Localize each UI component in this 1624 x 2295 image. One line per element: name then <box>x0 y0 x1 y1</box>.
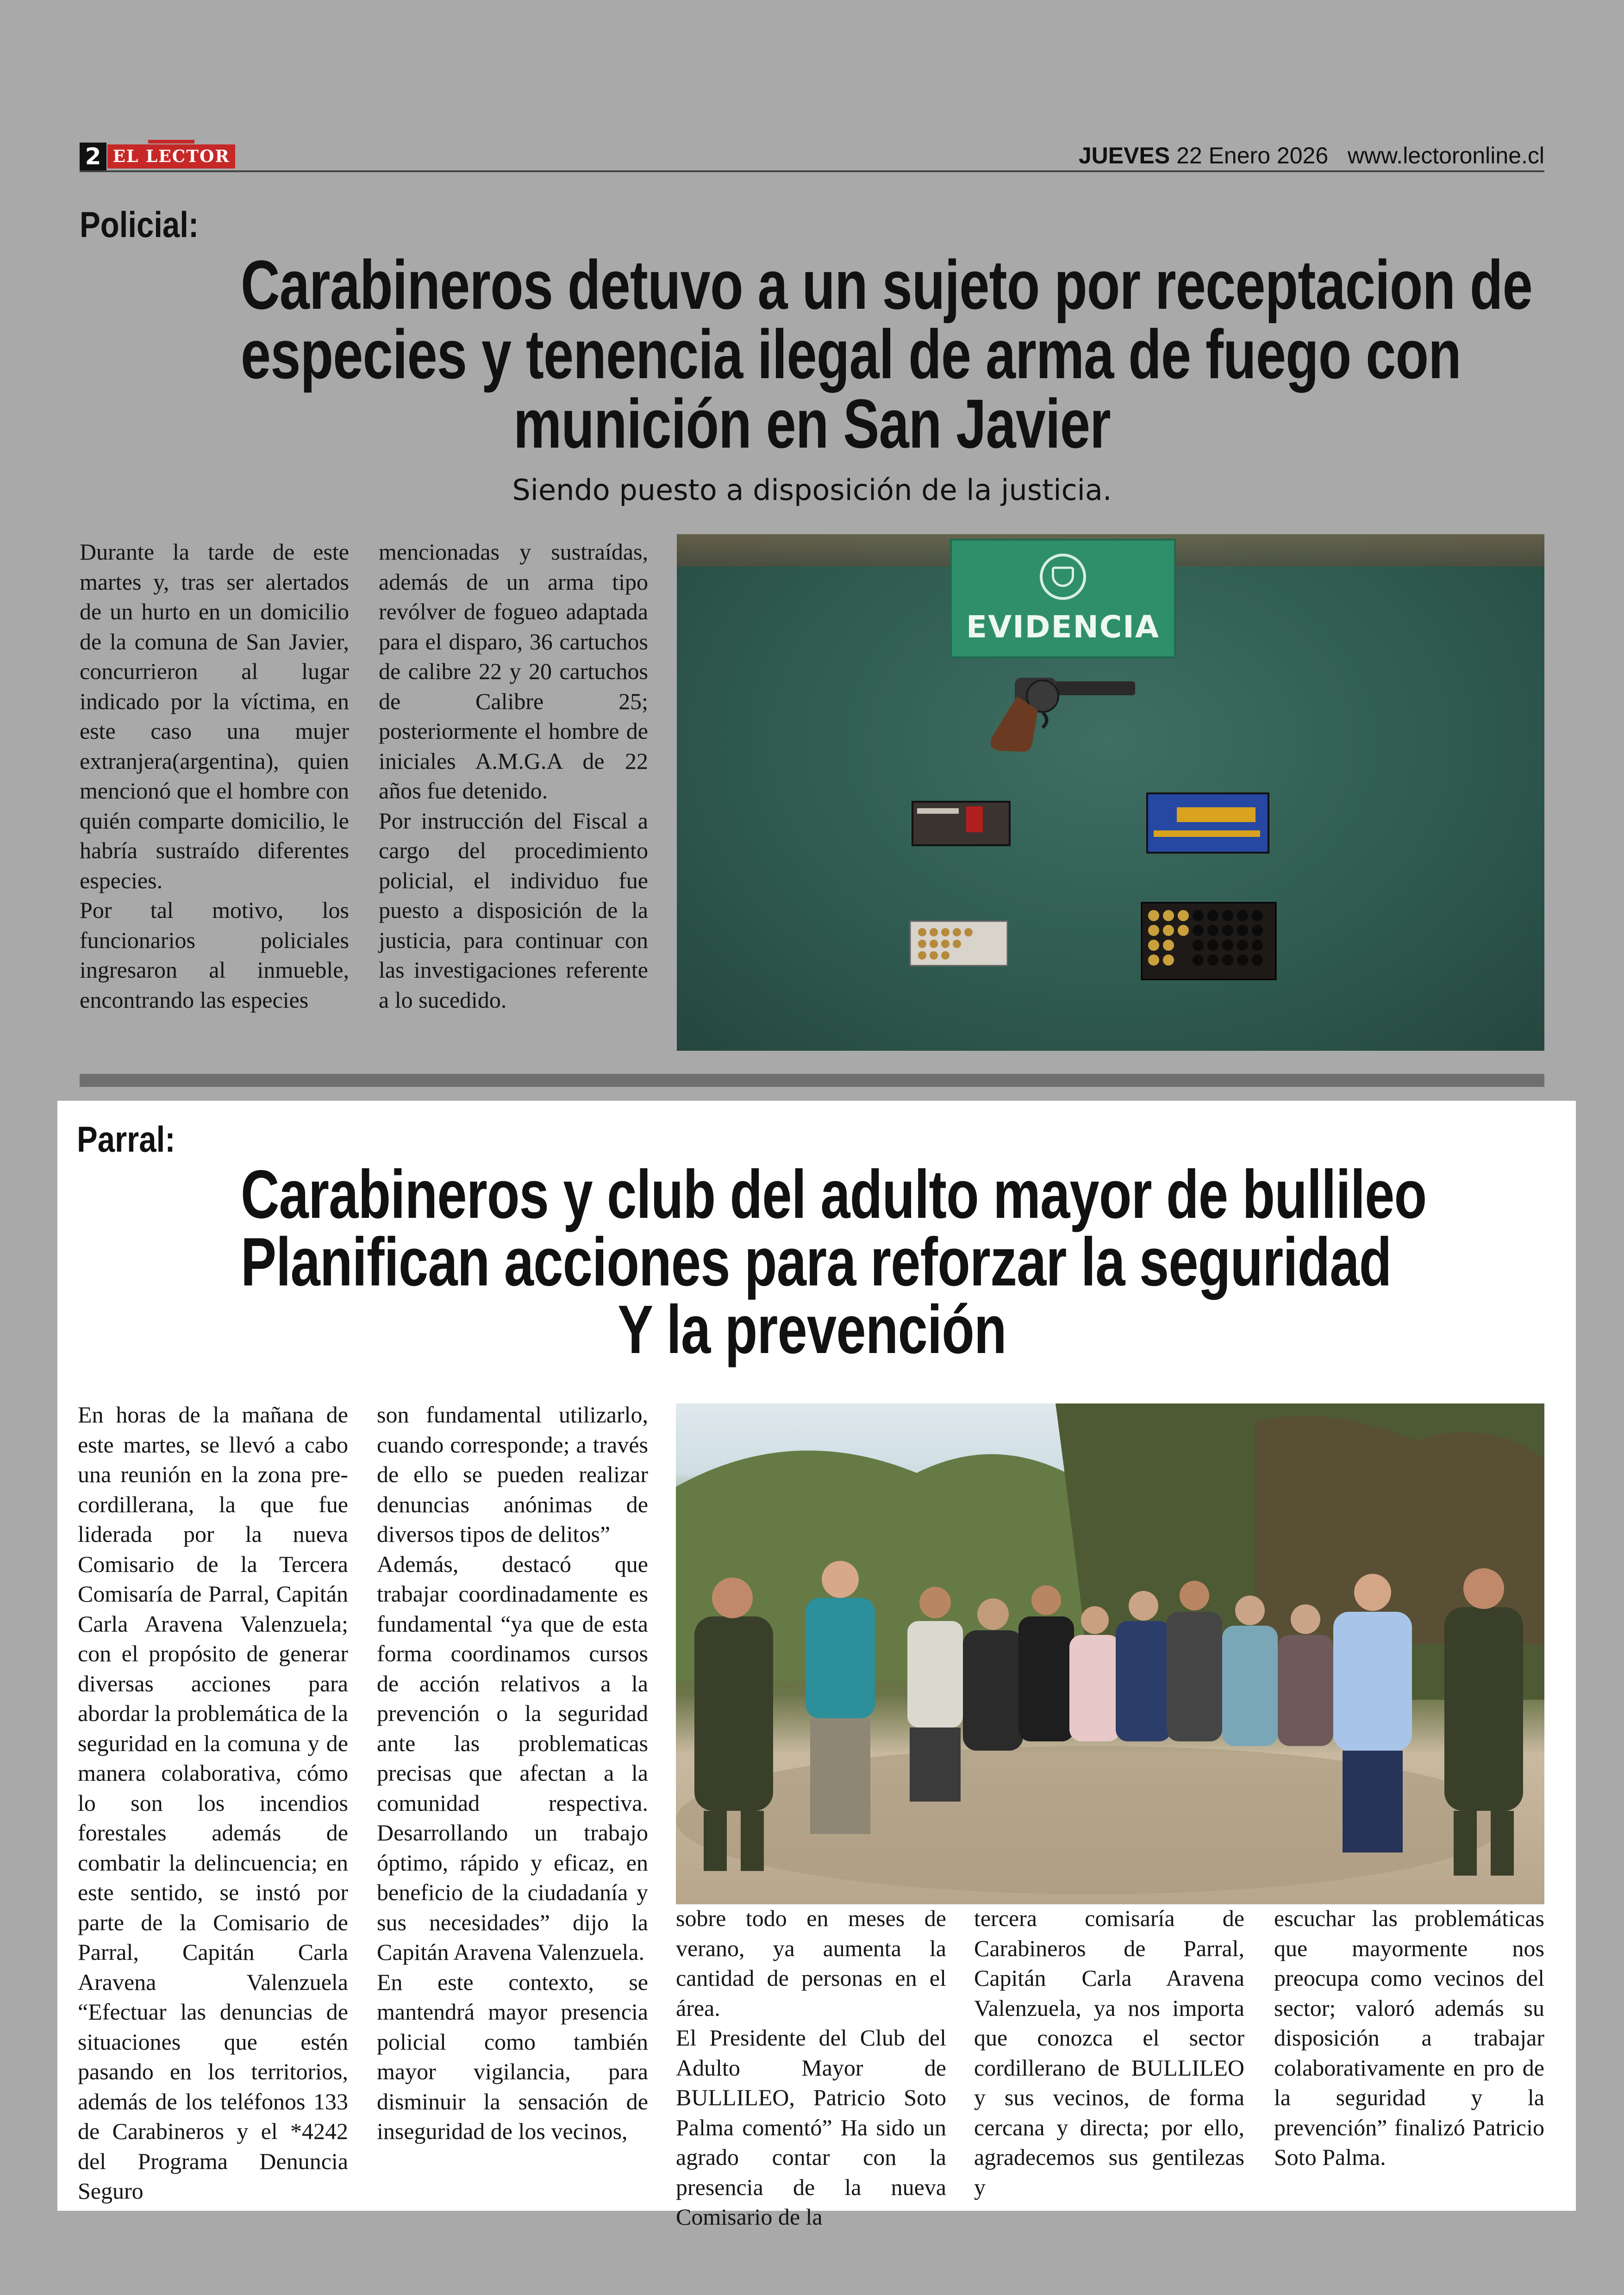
article1-col2-paragraph: Por instrucción del Fiscal a cargo del procedimiento policial, el individuo fue puesto a disposición de la justicia, para continuar con las investigaciones referente a lo sucedido. <box>379 807 648 1013</box>
header-rule <box>80 170 1544 172</box>
article2-col3-paragraph: El Presidente del Club del Adulto Mayor de BULLILEO, Patricio Soto Palma comentó” Ha sido un agrado contar con la presencia de la nueva Comisario de la <box>676 2025 946 2230</box>
dateline-day: JUEVES <box>1078 143 1170 168</box>
article2-column-5 <box>1274 1903 1544 2172</box>
article2-headline-line-2: Planifican acciones para reforzar la seguridad <box>241 1224 1392 1300</box>
section-tag-policial: Policial: <box>80 204 199 245</box>
article2-headline-line-1: Carabineros y club del adulto mayor de bullileo <box>241 1156 1427 1233</box>
article2-column-3 <box>676 1903 946 2232</box>
evidence-sign-text: EVIDENCIA <box>966 609 1160 645</box>
group-photo <box>676 1403 1544 1904</box>
website-link[interactable]: www.lectoronline.cl <box>1347 143 1544 168</box>
article1-column-1 <box>80 537 349 1015</box>
article2-col2-paragraph: En este contexto, se mantendrá mayor presencia policial como también mayor vigilancia, para disminuir la sensación de inseguridad de los vecinos, <box>377 1969 648 2144</box>
article2-column-2 <box>377 1400 648 2146</box>
article2-column-1 <box>78 1400 348 2206</box>
section-divider <box>80 1074 1544 1087</box>
carabineros-emblem-icon <box>1040 554 1086 600</box>
article1-col1-paragraph: Por tal motivo, los funcionarios policiales ingresaron al inmueble, encontrando las especies <box>80 897 349 1013</box>
article2-col4-paragraph: tercera comisaría de Carabineros de Parral, Capitán Carla Aravena Valenzuela, ya nos importa que conozca el sector cordillerano de BULLILEO y sus vecinos, de forma cercana y directa; por ello, agradecemos sus gentilezas y <box>974 1905 1244 2200</box>
article2-col5-paragraph: escuchar las problemáticas que mayormente nos preocupa como vecinos del sector; valoró además su disposición a trabajar colaborativamente en pro de la seguridad y la prevención” finalizó Patricio Soto Palma. <box>1274 1905 1544 2170</box>
article1-col1-paragraph: Durante la tarde de este martes y, tras ser alertados de un hurto en un domicilio de la comuna de San Javier, concurrieron al lugar indicado por la víctima, en este caso una mujer extranjera(argentina), quien mencionó que el hombre con quién comparte domicilio, le habría sustraído diferentes especies. <box>80 539 349 893</box>
article1-col2-paragraph: mencionadas y sustraídas, además de un arma tipo revólver de fogueo adaptada para el disparo, 36 cartuchos de calibre 22 y 20 cartuchos de Calibre 25; posteriormente el hombre de iniciales A.M.G.A de 22 años fue detenido. <box>379 539 648 804</box>
ammo-tray-large-icon <box>1140 900 1279 983</box>
dateline-date: 22 Enero 2026 <box>1176 143 1329 168</box>
article2-col3-paragraph: sobre todo en meses de verano, ya aumenta la cantidad de personas en el área. <box>676 1905 946 2021</box>
article2-col2-paragraph: son fundamental utilizarlo, cuando corresponde; a través de ello se pueden realizar denuncias anónimas de diversos tipos de delitos” <box>377 1402 648 1547</box>
newspaper-logo: EL LECTOR <box>107 144 235 168</box>
brand-accent-bar <box>148 140 194 143</box>
article1-headline-line-2: especies y tenencia ilegal de arma de fuego con <box>241 315 1461 393</box>
article2-col1-paragraph: En horas de la mañana de este martes, se llevó a cabo una reunión en la zona pre- cordillerana, la que fue liderada por la nueva Comisario de la Tercera Comisaría de Parral, Capitán Carla Aravena Valenzuela; con el propósito de generar diversas acciones para abordar la problemática de la seguridad en la comuna y de manera colaborativa, cómo lo son los incendios forestales además de combatir la delincuencia; en este sentido, se instó por parte de la Comisario de Parral, Capitán Carla Aravena Valenzuela “Efectuar las denuncias de situaciones que estén pasando en los territorios, además de los teléfonos 133 de Carabineros y el *4242 del Programa Denuncia Seguro <box>78 1402 348 2204</box>
article2-headline <box>241 1156 1427 1368</box>
evidence-photo <box>677 534 1544 1051</box>
section-tag-parral: Parral: <box>77 1119 175 1160</box>
ammo-box-small-icon <box>911 798 1017 849</box>
article2-headline-line-3: Y la prevención <box>618 1291 1006 1368</box>
article1-subheadline: Siendo puesto a disposición de la justicia. <box>512 473 1112 507</box>
revolver-icon <box>973 668 1149 756</box>
group-photo-scene <box>676 1403 1544 1904</box>
article1-headline-line-3: munición en San Javier <box>513 385 1111 462</box>
dateline <box>1079 142 1544 169</box>
article1-column-2 <box>379 537 648 1015</box>
article2-col2-paragraph: Además, destacó que trabajar coordinadamente es fundamental “ya que de esta forma coordinamos cursos de acción relativos a la prevención o la seguridad ante las problematicas precisas que afectan a la comunidad respectiva. Desarrollando un trabajo óptimo, rápido y eficaz, en beneficio de la ciudadanía y sus necesidades” dijo la Capitán Aravena Valenzuela. <box>377 1551 648 1965</box>
article1-headline-line-1: Carabineros detuvo a un sujeto por receptacion de <box>241 246 1532 324</box>
article2-column-4 <box>974 1903 1244 2202</box>
ammo-tray-small-icon <box>908 918 1010 969</box>
article1-headline <box>241 246 1532 462</box>
page-number: 2 <box>80 143 106 170</box>
ammo-box-magtech-icon <box>1144 789 1274 858</box>
evidence-sign <box>950 539 1176 658</box>
